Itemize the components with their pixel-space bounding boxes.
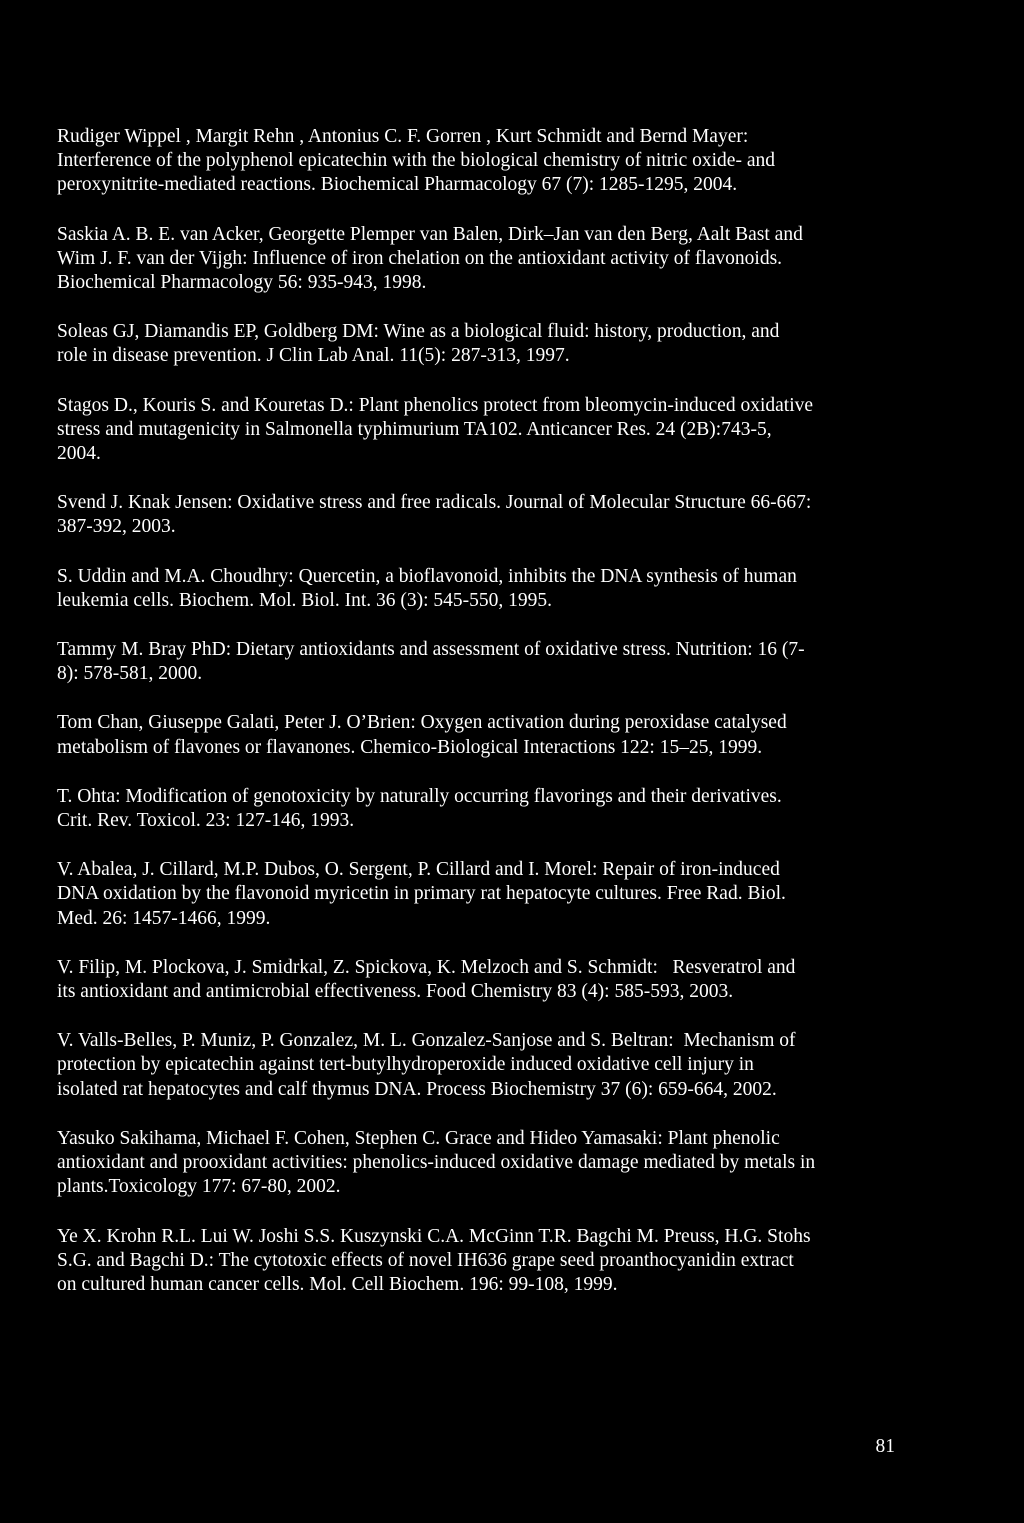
reference-line: antioxidant and prooxidant activities: phenolics-induced oxidative damage mediated by metals in <box>57 1152 816 1174</box>
reference-line: 2004. <box>57 443 101 465</box>
reference-line: Tammy M. Bray PhD: Dietary antioxidants and assessment of oxidative stress. Nutrition: 16 (7- <box>57 639 805 661</box>
reference-entry <box>57 394 897 467</box>
reference-line: S. Uddin and M.A. Choudhry: Quercetin, a bioflavonoid, inhibits the DNA synthesis of human <box>57 565 797 587</box>
reference-line: 8): 578-581, 2000. <box>57 663 203 685</box>
reference-line: Yasuko Sakihama, Michael F. Cohen, Stephen C. Grace and Hideo Yamasaki: Plant phenolic <box>57 1127 780 1149</box>
reference-line: V. Valls-Belles, P. Muniz, P. Gonzalez, M. L. Gonzalez-Sanjose and S. Beltran: Mechanism of <box>57 1030 796 1052</box>
reference-line: 387-392, 2003. <box>57 516 176 538</box>
reference-entry <box>57 956 897 1004</box>
reference-line: Ye X. Krohn R.L. Lui W. Joshi S.S. Kuszynski C.A. McGinn T.R. Bagchi M. Preuss, H.G. Stohs <box>57 1225 811 1247</box>
reference-line: DNA oxidation by the flavonoid myricetin in primary rat hepatocyte cultures. Free Rad. Biol. <box>57 883 786 905</box>
reference-line: metabolism of flavones or flavanones. Chemico-Biological Interactions 122: 15–25, 1999. <box>57 736 763 758</box>
reference-line: protection by epicatechin against tert-butylhydroperoxide induced oxidative cell injury in <box>57 1054 754 1076</box>
reference-line: its antioxidant and antimicrobial effectiveness. Food Chemistry 83 (4): 585-593, 2003. <box>57 981 734 1003</box>
reference-line: on cultured human cancer cells. Mol. Cell Biochem. 196: 99-108, 1999. <box>57 1273 618 1295</box>
reference-line: Svend J. Knak Jensen: Oxidative stress and free radicals. Journal of Molecular Structure 66-667: <box>57 492 812 514</box>
reference-entry <box>57 125 897 198</box>
reference-line: Soleas GJ, Diamandis EP, Goldberg DM: Wine as a biological fluid: history, production, and <box>57 321 780 343</box>
reference-line: V. Abalea, J. Cillard, M.P. Dubos, O. Sergent, P. Cillard and I. Morel: Repair of iron-induced <box>57 859 780 881</box>
reference-line: Med. 26: 1457-1466, 1999. <box>57 907 271 929</box>
reference-entry <box>57 638 897 686</box>
reference-entry <box>57 1029 897 1102</box>
reference-line: leukemia cells. Biochem. Mol. Biol. Int. 36 (3): 545-550, 1995. <box>57 589 553 611</box>
reference-line: stress and mutagenicity in Salmonella typhimurium TA102. Anticancer Res. 24 (2B):743-5, <box>57 418 772 440</box>
reference-entry <box>57 223 897 296</box>
reference-line: T. Ohta: Modification of genotoxicity by naturally occurring flavorings and their derivatives. <box>57 785 782 807</box>
reference-line: plants.Toxicology 177: 67-80, 2002. <box>57 1176 341 1198</box>
reference-entry <box>57 711 897 759</box>
reference-line: Crit. Rev. Toxicol. 23: 127-146, 1993. <box>57 810 355 832</box>
reference-entry <box>57 320 897 368</box>
reference-line: Wim J. F. van der Vijgh: Influence of iron chelation on the antioxidant activity of flavonoids. <box>57 247 783 269</box>
reference-entry <box>57 858 897 931</box>
reference-line: Interference of the polyphenol epicatechin with the biological chemistry of nitric oxide- and <box>57 150 775 172</box>
reference-line: Tom Chan, Giuseppe Galati, Peter J. O’Brien: Oxygen activation during peroxidase catalysed <box>57 712 787 734</box>
reference-line: Stagos D., Kouris S. and Kouretas D.: Plant phenolics protect from bleomycin-induced oxidative <box>57 394 814 416</box>
reference-line: Saskia A. B. E. van Acker, Georgette Plemper van Balen, Dirk–Jan van den Berg, Aalt Bast and <box>57 223 803 245</box>
reference-entry <box>57 491 897 539</box>
reference-entry <box>57 1127 897 1200</box>
reference-entry <box>57 1225 897 1298</box>
reference-line: peroxynitrite-mediated reactions. Biochemical Pharmacology 67 (7): 1285-1295, 2004. <box>57 174 738 196</box>
reference-line: Biochemical Pharmacology 56: 935-943, 1998. <box>57 272 427 294</box>
reference-entry <box>57 785 897 833</box>
reference-line: Rudiger Wippel , Margit Rehn , Antonius C. F. Gorren , Kurt Schmidt and Bernd Mayer: <box>57 126 749 147</box>
reference-line: V. Filip, M. Plockova, J. Smidrkal, Z. Spickova, K. Melzoch and S. Schmidt: Resveratrol and <box>57 956 796 978</box>
reference-line: S.G. and Bagchi D.: The cytotoxic effects of novel IH636 grape seed proanthocyanidin extract <box>57 1249 794 1271</box>
reference-entry <box>57 565 897 613</box>
reference-line: role in disease prevention. J Clin Lab Anal. 11(5): 287-313, 1997. <box>57 345 570 367</box>
page-number: 81 <box>875 1436 895 1457</box>
reference-list <box>57 125 897 1322</box>
reference-line: isolated rat hepatocytes and calf thymus DNA. Process Biochemistry 37 (6): 659-664, 2002. <box>57 1078 777 1100</box>
